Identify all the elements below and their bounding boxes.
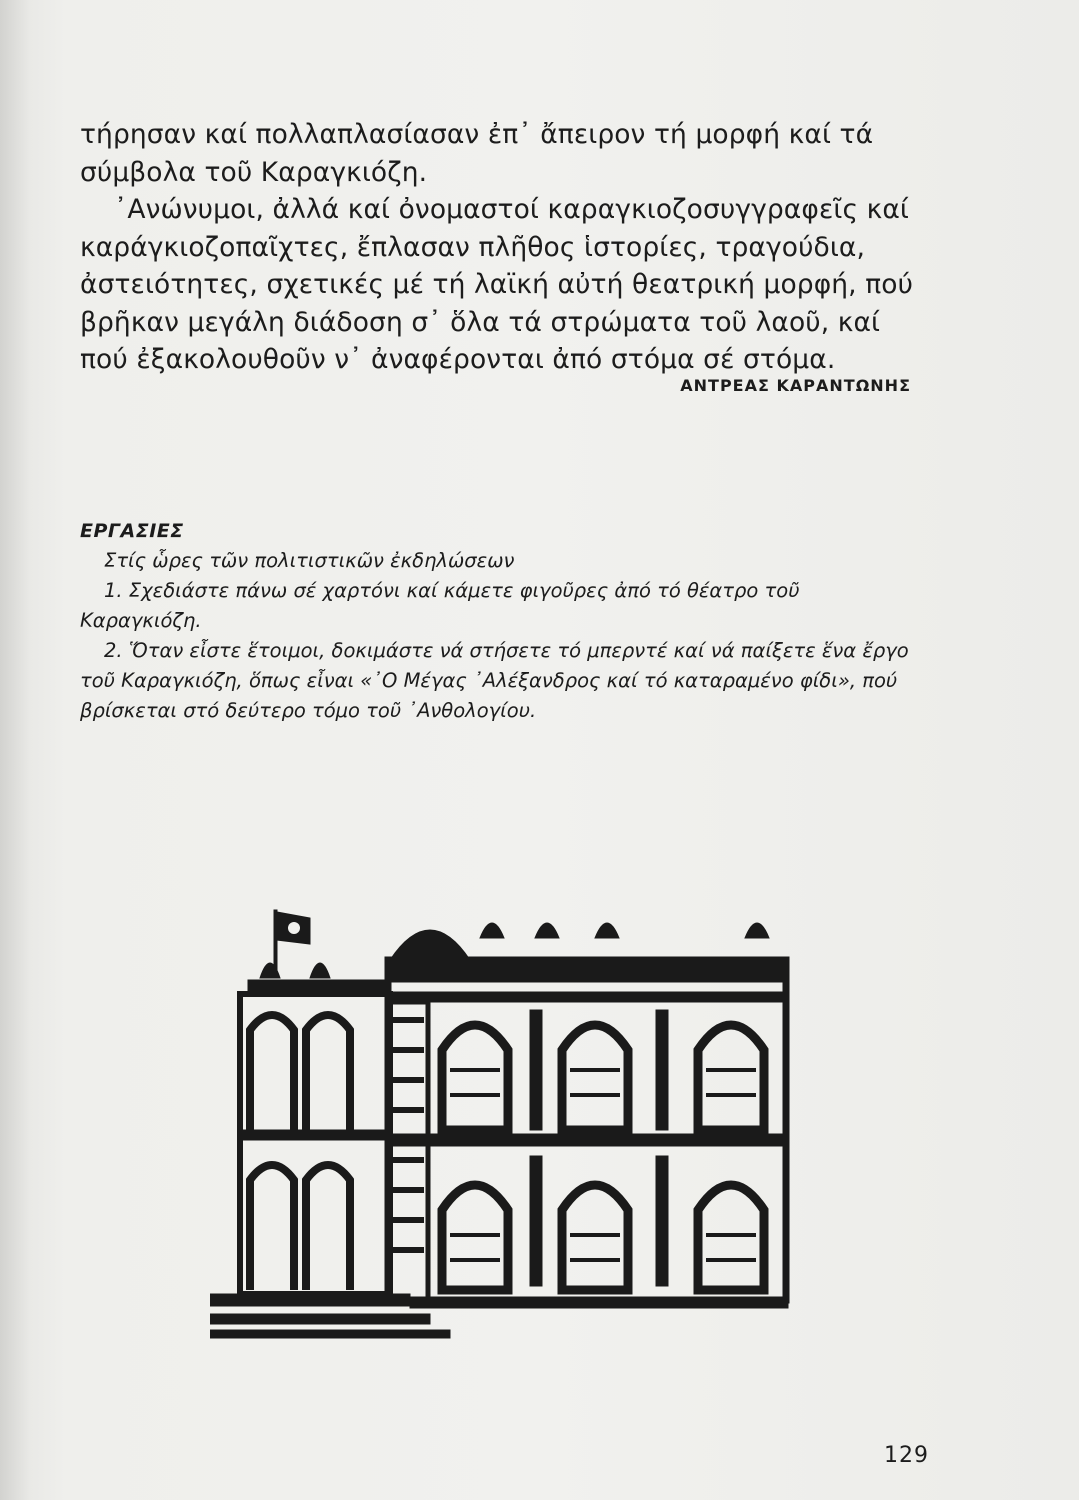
tasks-heading: ΕΡΓΑΣΙΕΣ — [80, 520, 184, 542]
karagiozis-palace-illustration — [210, 900, 810, 1340]
task-item-2: 2. Ὅταν εἶστε ἕτοιμοι, δοκιμάστε νά στήσετε τό μπερντέ καί νά παίξετε ἕνα ἔργο τοῦ Καραγκιόζη, ὅπως εἶναι «᾿Ο Μέγας ᾿Αλέξανδρος καί τό καταραμένο φίδι», πού βρίσκεται στό δεύτερο τόμο τοῦ ᾿Ανθολογίου. — [80, 639, 909, 722]
tasks-intro: Στίς ὧρες τῶν πολιτιστικῶν ἐκδηλώσεων — [104, 549, 515, 572]
paragraph-2: ᾿Ανώνυμοι, ἀλλά καί ὀνομαστοί καραγκιοζοσυγγραφεῖς καί καράγκιοζοπαῖχτες, ἔπλασαν πλῆθος ἱστορίες, τραγούδια, ἀστειότητες, σχετικές μέ τή λαϊκή αὐτή θεατρική μορφή, πού βρῆκαν μεγάλη διάδοση σ᾽ ὅλα τά στρώματα τοῦ λαοῦ, καί πού ἐξακολουθοῦν ν᾽ ἀναφέρονται ἀπό στόμα σέ στόμα. — [80, 194, 914, 375]
task-item-1: 1. Σχεδιάστε πάνω σέ χαρτόνι καί κάμετε φιγοῦρες ἀπό τό θέατρο τοῦ Καραγκιόζη. — [80, 579, 800, 632]
paragraph-1: τήρησαν καί πολλαπλασίασαν ἐπ᾽ ἄπειρον τή μορφή καί τά σύμβολα τοῦ Καραγκιόζη. — [80, 119, 874, 188]
body-text — [80, 116, 918, 379]
page-number: 129 — [884, 1443, 929, 1468]
page-binding-shadow — [0, 0, 30, 1500]
tasks-section — [80, 516, 920, 726]
author-signature: ΑΝΤΡΕΑΣ ΚΑΡΑΝΤΩΝΗΣ — [680, 376, 911, 395]
